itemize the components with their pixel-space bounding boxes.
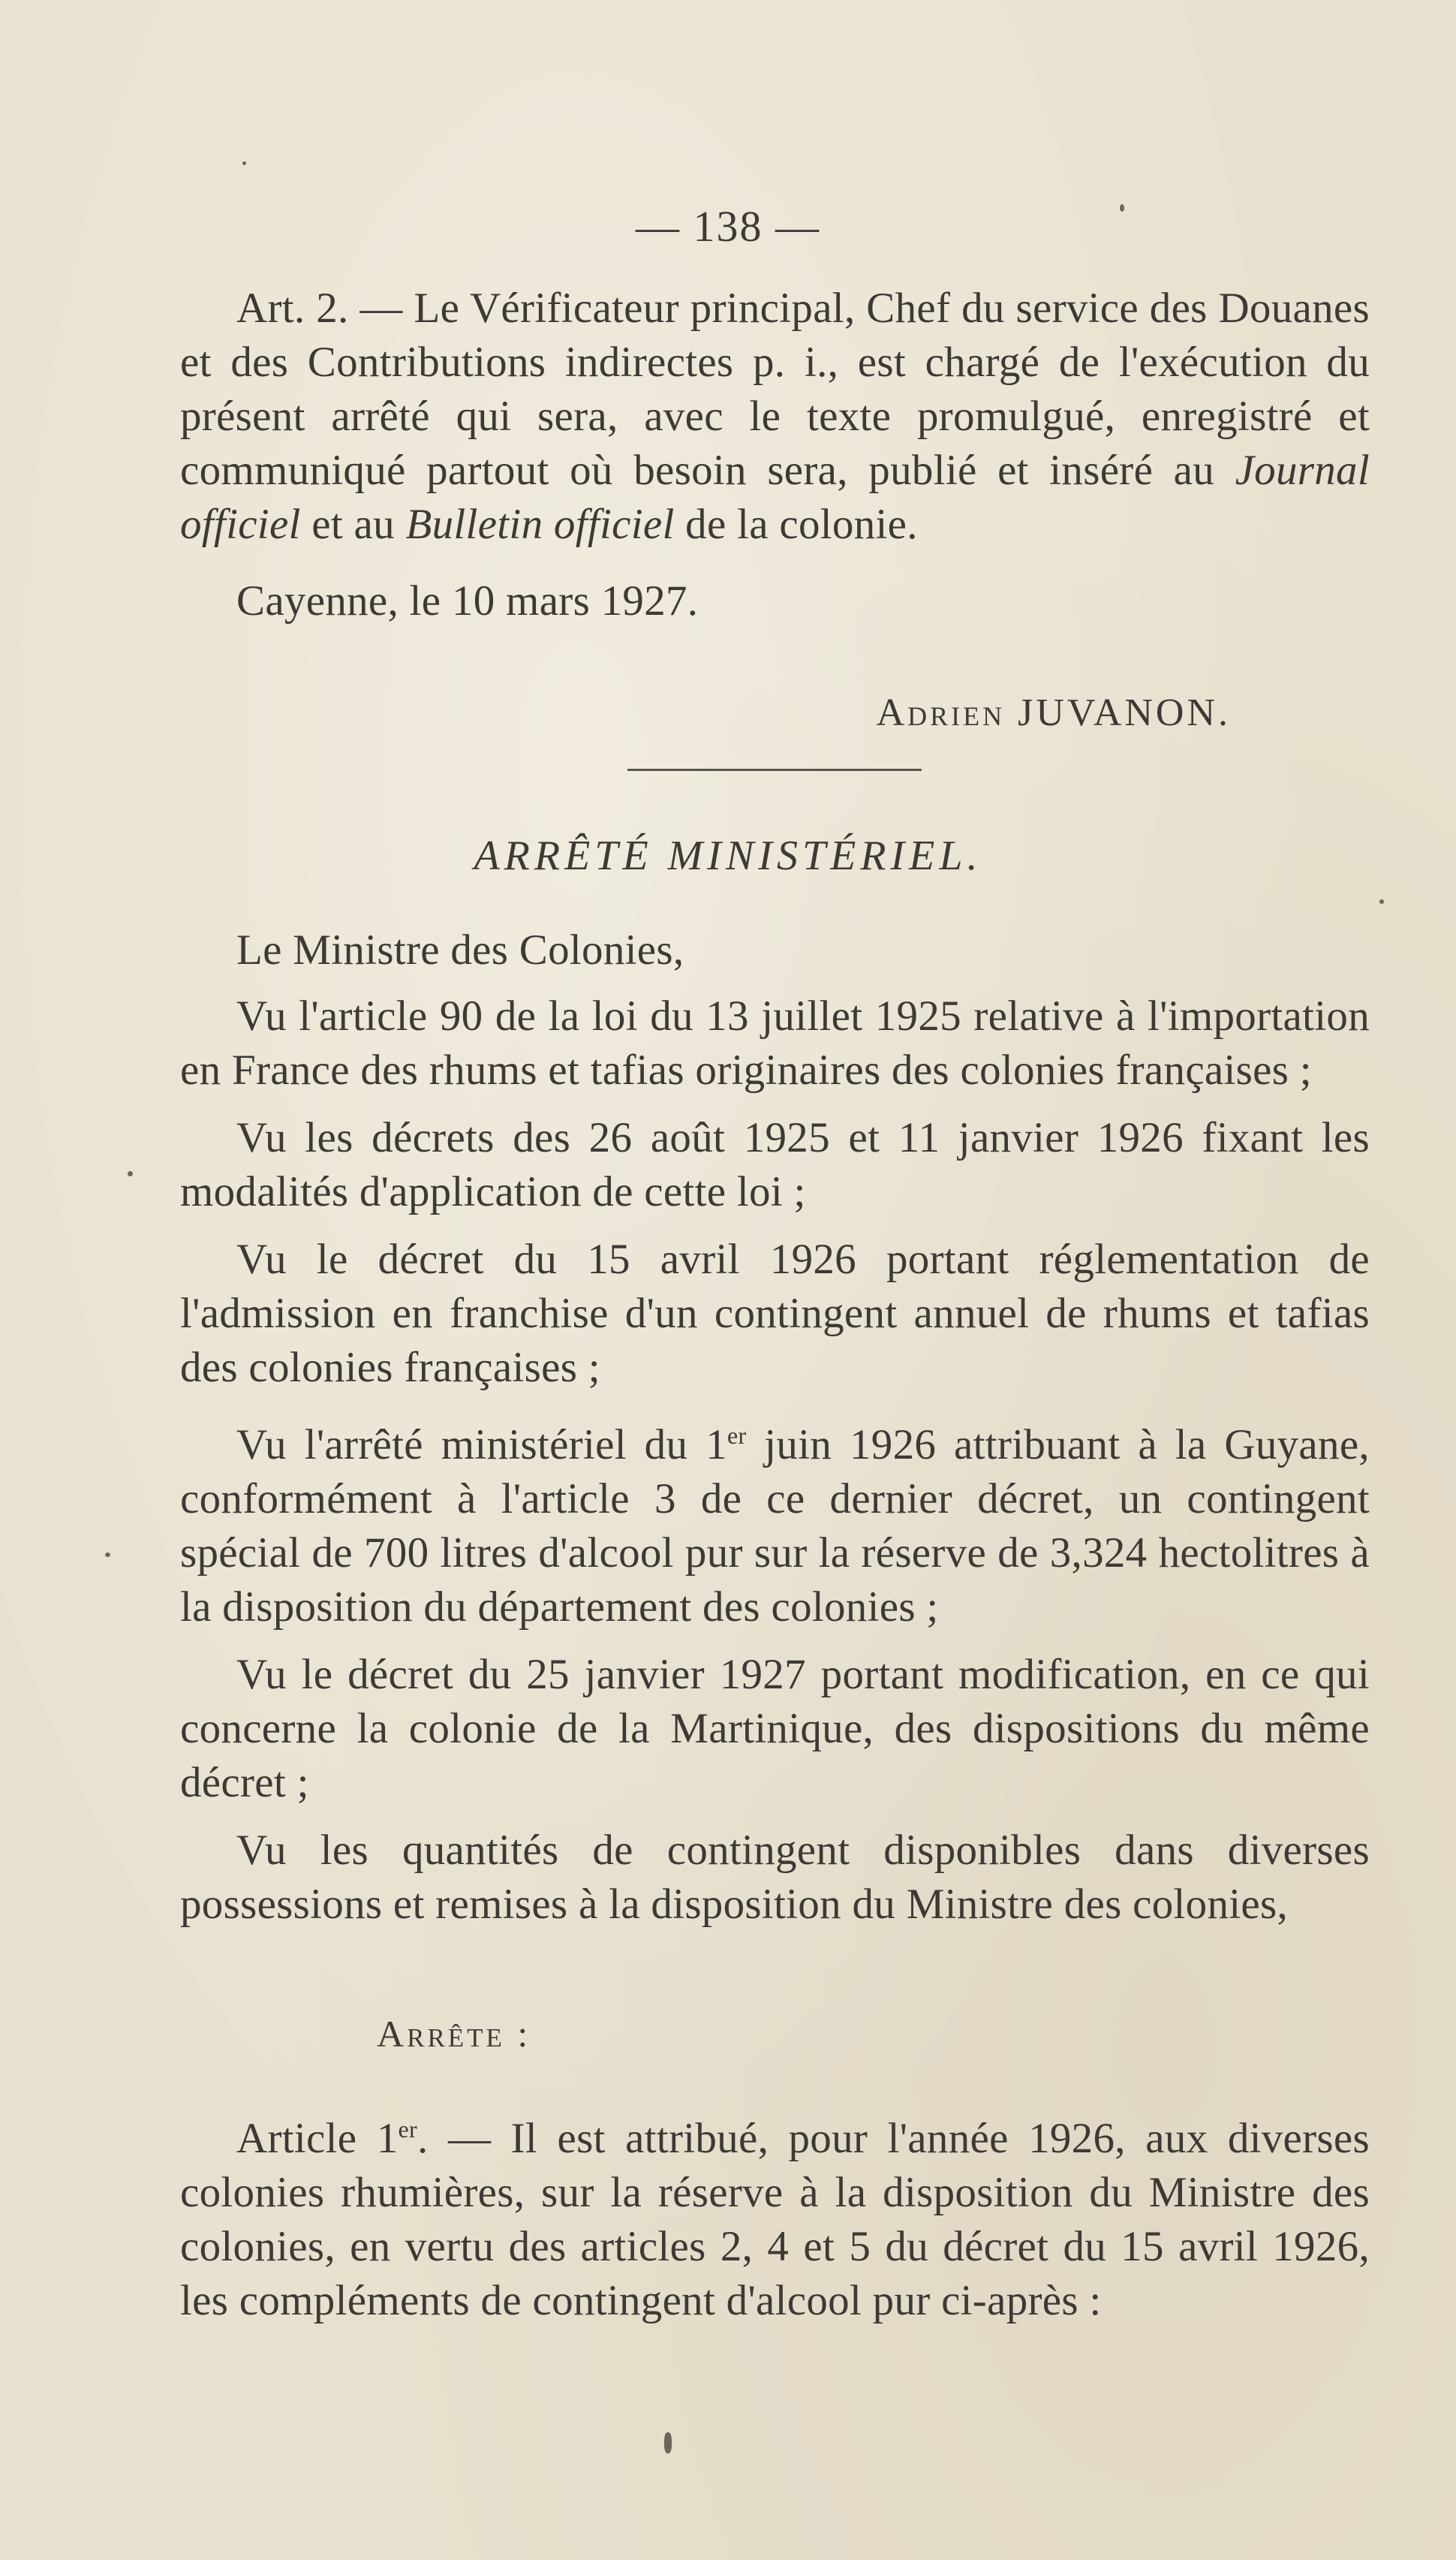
bulletin-officiel-text: Bulletin officiel xyxy=(405,501,675,548)
signature: Adrien JUVANON. xyxy=(876,691,1231,734)
article-2-paragraph xyxy=(180,282,1370,552)
article-2-text: Art. 2. — Le Vérificateur principal, Chef du service des Douanes et des Contributions indirectes p. i., est chargé de l'exécution du présent arrêté qui sera, avec le texte promulgué, enregistré et communiqué partout où besoin sera, publié et inséré au xyxy=(180,285,1370,494)
paper-speck xyxy=(105,1553,110,1557)
paper-speck xyxy=(1379,899,1384,904)
article-1-superscript: er xyxy=(398,2116,418,2143)
article-1-text-a: Article 1 xyxy=(236,2115,399,2162)
journal-officiel-text: Journal officiel xyxy=(180,447,1370,548)
article-1-paragraph xyxy=(180,2102,1370,2328)
decree-body xyxy=(180,923,1370,1932)
place-date: Cayenne, le 10 mars 1927. xyxy=(236,577,699,625)
minister-line: Le Ministre des Colonies, xyxy=(236,926,684,974)
page-number: — 138 — xyxy=(636,202,820,251)
vu-paragraph-3: Vu le décret du 15 avril 1926 portant réglementation de l'admission en franchise d'un contingent annuel de rhums et tafias des colonies françaises ; xyxy=(180,1236,1370,1391)
paper-speck xyxy=(242,161,246,165)
vu-4-superscript: er xyxy=(726,1422,747,1449)
article-2-end-text: de la colonie. xyxy=(685,501,918,548)
vu-paragraph-4 xyxy=(180,1408,1370,1634)
section-heading: ARRÊTÉ MINISTÉRIEL. xyxy=(474,833,982,879)
divider-rule xyxy=(627,769,922,771)
paper-speck xyxy=(1120,204,1124,212)
et-au-text: et au xyxy=(311,501,395,548)
vu-4-text-a: Vu l'arrêté ministériel du 1 xyxy=(236,1421,727,1468)
article-1-text-b: . — Il est attribué, pour l'année 1926, aux diverses colonies rhumières, sur la réserve à la disposition du Ministre des colonies, en vertu des articles 2, 4 et 5 du décret du 15 avril 1926, les compléments de contingent d'alcool pur ci-après : xyxy=(180,2115,1370,2324)
paper-speck xyxy=(128,1171,133,1176)
vu-paragraph-2: Vu les décrets des 26 août 1925 et 11 janvier 1926 fixant les modalités d'application de cette loi ; xyxy=(180,1114,1370,1215)
article-1-block xyxy=(180,2102,1370,2328)
article-2-block xyxy=(180,282,1370,628)
arrete-label: Arrête : xyxy=(377,2013,531,2055)
vu-4-text-b: juin 1926 attribuant à la Guyane, conformément à l'article 3 de ce dernier décret, un contingent spécial de 700 litres d'alcool pur sur la réserve de 3,324 hectolitres à la disposition du département des colonies ; xyxy=(180,1421,1370,1631)
vu-paragraph-5: Vu le décret du 25 janvier 1927 portant modification, en ce qui concerne la colonie de la Martinique, des dispositions du même décret ; xyxy=(180,1651,1370,1806)
vu-paragraph-1: Vu l'article 90 de la loi du 13 juillet 1925 relative à l'importation en France des rhums et tafias originaires des colonies françaises ; xyxy=(180,992,1370,1094)
paper-speck xyxy=(664,2432,672,2453)
vu-paragraph-6: Vu les quantités de contingent disponibles dans diverses possessions et remises à la disposition du Ministre des colonies, xyxy=(180,1827,1370,1928)
